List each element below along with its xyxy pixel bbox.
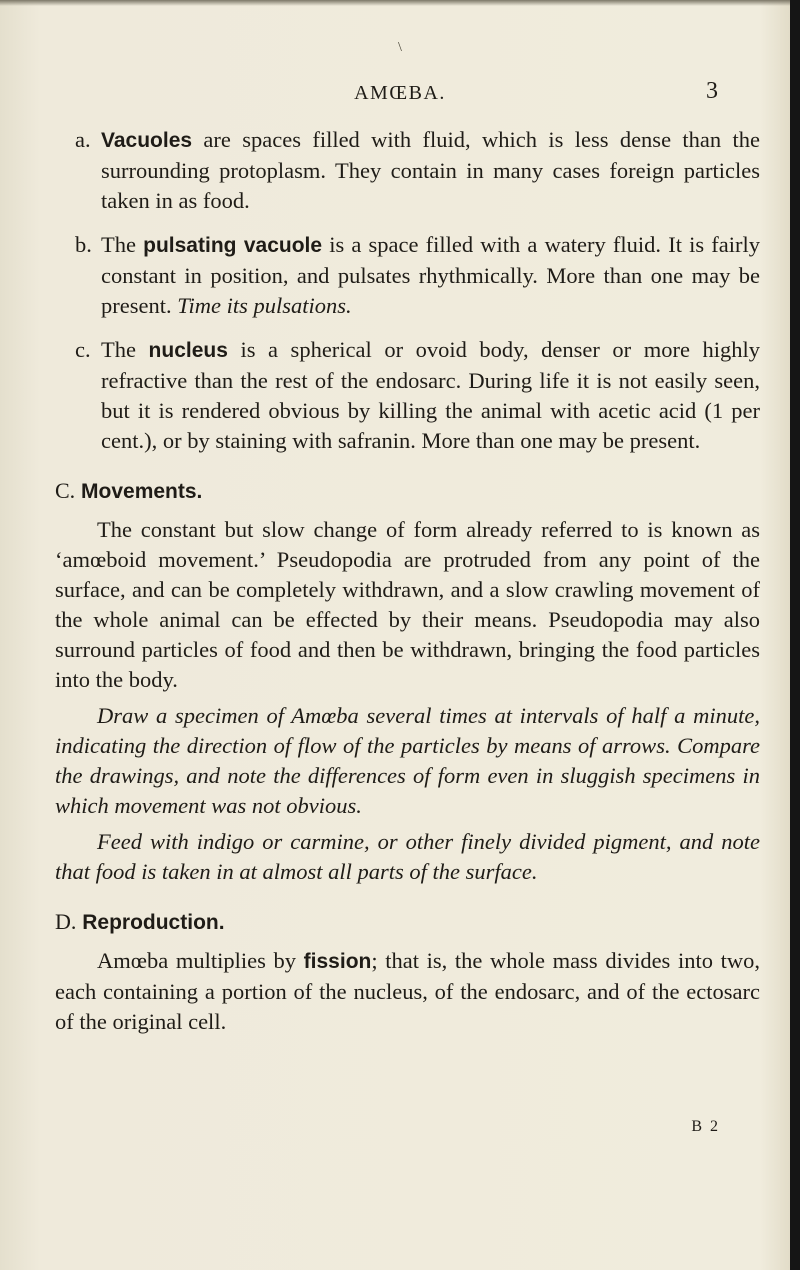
item-letter: c. (75, 337, 91, 362)
movements-instruction-feed: Feed with indigo or carmine, or other finely divided pigment, and note that food is taken in at almost all parts of the surface. (55, 829, 760, 884)
signature-mark: B 2 (691, 1118, 720, 1135)
term-vacuoles: Vacuoles (101, 129, 193, 152)
section-letter: C. (55, 478, 76, 503)
item-letter: b. (75, 232, 92, 257)
term-pulsating-vacuole: pulsating vacuole (143, 234, 323, 257)
term-fission: fission (303, 950, 372, 973)
reproduction-pre: Amœba multiplies by (97, 948, 304, 973)
ink-fleck: \ (398, 40, 402, 55)
list-item-pulsating-vacuole (55, 230, 760, 321)
list-item-vacuoles (55, 125, 760, 216)
item-letter: a. (75, 127, 91, 152)
item-text: are spaces filled with fluid, which is less dense than the surrounding protoplasm. They contain in many cases foreign particles taken in as food. (101, 127, 760, 213)
item-pre: The (101, 232, 144, 257)
section-heading-reproduction (55, 907, 760, 938)
section-title: Reproduction. (82, 911, 225, 934)
item-text: is a space filled with a watery fluid. It is fairly constant in position, and pulsates rhythmically. More than one may be present. (101, 232, 760, 318)
page-top-shadow (0, 0, 800, 6)
movements-paragraph: The constant but slow change of form already referred to is known as ‘amœboid movement.’ Pseudopodia are protruded from any point of the surface, and can be completely withdrawn, and a slow crawling movement of the whole animal can be effected by their means. Pseudopodia may also surround particles of food and then be withdrawn, bringing the food particles into the body. (55, 517, 760, 692)
term-nucleus: nucleus (148, 339, 228, 362)
running-title: AMŒBA. (354, 82, 446, 104)
section-heading-movements (55, 476, 760, 507)
reproduction-paragraph (55, 946, 760, 1037)
item-text: is a spherical or ovoid body, denser or more highly refractive than the rest of the endosarc. During life it is not easily seen, but it is rendered obvious by killing the animal with acetic acid (1 per cent.), or by staining with safranin. More than one may be present. (101, 337, 761, 453)
binding-edge (790, 0, 800, 1270)
list-item-nucleus (55, 335, 760, 456)
section-letter: D. (55, 909, 77, 934)
reproduction-text: ; that is, the whole mass divides into two, each containing a portion of the nucleus, of the endosarc, and of the ectosarc of the original cell. (55, 948, 760, 1034)
item-instruction: Time its pulsations. (177, 293, 352, 318)
page-header (60, 78, 740, 112)
page-body (55, 125, 760, 1043)
section-title: Movements. (81, 480, 203, 503)
page-number: 3 (706, 78, 718, 104)
movements-instruction-draw: Draw a specimen of Amœba several times at intervals of half a minute, indicating the direction of flow of the particles by means of arrows. Compare the drawings, and note the differences of form even in sluggish specimens in which movement was not obvious. (55, 703, 760, 818)
item-pre: The (101, 337, 149, 362)
